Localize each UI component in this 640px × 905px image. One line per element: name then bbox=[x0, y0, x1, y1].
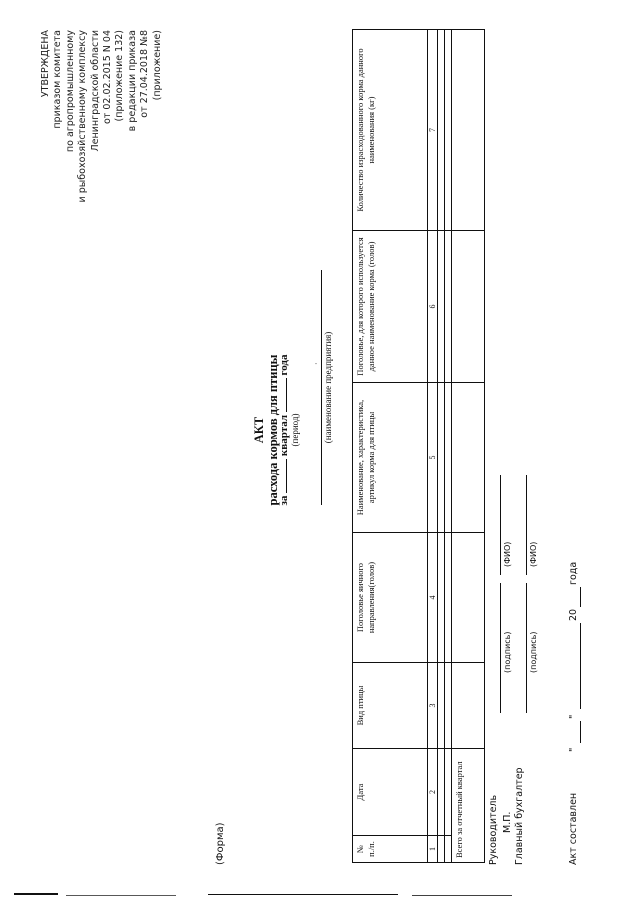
scan-mark bbox=[14, 893, 58, 895]
approval-line: Ленинградской области bbox=[89, 30, 101, 152]
table-cell bbox=[445, 749, 452, 836]
column-number: 5 bbox=[428, 383, 438, 533]
column-number: 3 bbox=[428, 663, 438, 749]
table-cell bbox=[438, 533, 445, 663]
head-name-caption: (ФИО) bbox=[503, 541, 512, 567]
header-cell: Дата bbox=[353, 749, 428, 836]
approval-line: УТВЕРЖДЕНА bbox=[40, 30, 51, 98]
table-header-row bbox=[353, 30, 428, 863]
approval-line: приказом комитета bbox=[52, 30, 64, 129]
form-label: (Форма) bbox=[215, 822, 226, 865]
approval-line: (приложение 132) bbox=[114, 30, 126, 122]
table-cell bbox=[438, 836, 445, 863]
head-name-line bbox=[500, 475, 501, 575]
approval-line: в редакции приказа bbox=[126, 30, 138, 132]
column-number: 2 bbox=[428, 749, 438, 836]
scan-mark bbox=[412, 895, 512, 896]
year-blank bbox=[276, 378, 287, 412]
organization-caption: (наименование предприятия) bbox=[323, 331, 333, 444]
day-line bbox=[580, 721, 581, 743]
table-row bbox=[438, 30, 445, 863]
stray-mark: · bbox=[312, 362, 321, 365]
stamp-label: М.П. bbox=[502, 811, 513, 833]
table-cell bbox=[452, 383, 485, 533]
quarter-blank bbox=[276, 459, 287, 493]
total-row bbox=[452, 30, 485, 863]
header-cell: Поголовье яичного направления(голов) bbox=[353, 533, 428, 663]
accountant-name-caption: (ФИО) bbox=[529, 541, 538, 567]
approval-line: от 02.02.2015 N 04 bbox=[102, 30, 114, 124]
title-subject: расхода кормов для птицы bbox=[266, 354, 280, 506]
approval-line: (приложение) bbox=[151, 30, 163, 101]
title-act: АКТ bbox=[252, 416, 266, 444]
table-cell bbox=[452, 533, 485, 663]
head-signature-caption: (подпись) bbox=[503, 631, 512, 673]
header-cell: № п./п. bbox=[353, 836, 428, 863]
approval-line: и рыбохозяйственному комплексу bbox=[77, 30, 89, 203]
header-cell: Наименование, характеристика, артикул корма для птицы bbox=[353, 383, 428, 533]
scan-mark bbox=[208, 894, 398, 895]
quote-close: " bbox=[568, 714, 579, 719]
year-line bbox=[580, 587, 581, 607]
table-cell bbox=[438, 663, 445, 749]
approval-line: от 27.04.2018 №8 bbox=[139, 30, 151, 118]
table-cell bbox=[445, 836, 452, 863]
total-label: Всего за отчетный квартал bbox=[452, 749, 485, 863]
month-line bbox=[580, 623, 581, 709]
head-label: Руководитель bbox=[488, 794, 499, 865]
year-suffix: года bbox=[568, 561, 579, 585]
accountant-label: Главный бухгалтер bbox=[514, 767, 525, 865]
column-number-row bbox=[428, 30, 438, 863]
year-prefix: 20 bbox=[568, 608, 579, 621]
accountant-signature-line bbox=[526, 583, 527, 713]
table-cell bbox=[445, 533, 452, 663]
table-cell bbox=[452, 231, 485, 383]
period-caption: (период) bbox=[290, 413, 300, 447]
feed-consumption-table bbox=[352, 29, 485, 863]
table-cell bbox=[438, 231, 445, 383]
column-number: 7 bbox=[428, 30, 438, 231]
table-cell bbox=[452, 30, 485, 231]
scan-mark bbox=[66, 895, 176, 896]
period-line bbox=[276, 280, 290, 580]
table-cell bbox=[452, 663, 485, 749]
head-signature-line bbox=[500, 583, 501, 713]
header-cell: Поголовье, для которого используется данное наименование корма (голов) bbox=[353, 231, 428, 383]
column-number: 4 bbox=[428, 533, 438, 663]
column-number: 6 bbox=[428, 231, 438, 383]
quote-open: " bbox=[568, 747, 579, 752]
approval-line: по агропромышленному bbox=[64, 30, 76, 153]
table-cell bbox=[445, 663, 452, 749]
approval-stamp bbox=[40, 30, 164, 205]
column-number: 1 bbox=[428, 836, 438, 863]
organization-line bbox=[321, 270, 322, 505]
table-cell bbox=[438, 749, 445, 836]
table-cell bbox=[445, 231, 452, 383]
accountant-signature-caption: (подпись) bbox=[529, 631, 538, 673]
accountant-name-line bbox=[526, 475, 527, 575]
header-cell: Вид птицы bbox=[353, 663, 428, 749]
act-made-label: Акт составлен bbox=[568, 792, 579, 865]
period-za: за bbox=[278, 495, 290, 506]
header-cell: Количество израсходованного корма данного наименования (кг) bbox=[353, 30, 428, 231]
table-cell bbox=[445, 30, 452, 231]
period-kvartal: квартал bbox=[278, 415, 290, 457]
table-cell bbox=[438, 383, 445, 533]
table-cell bbox=[438, 30, 445, 231]
table-cell bbox=[445, 383, 452, 533]
period-goda: года bbox=[278, 354, 290, 376]
table-row bbox=[445, 30, 452, 863]
